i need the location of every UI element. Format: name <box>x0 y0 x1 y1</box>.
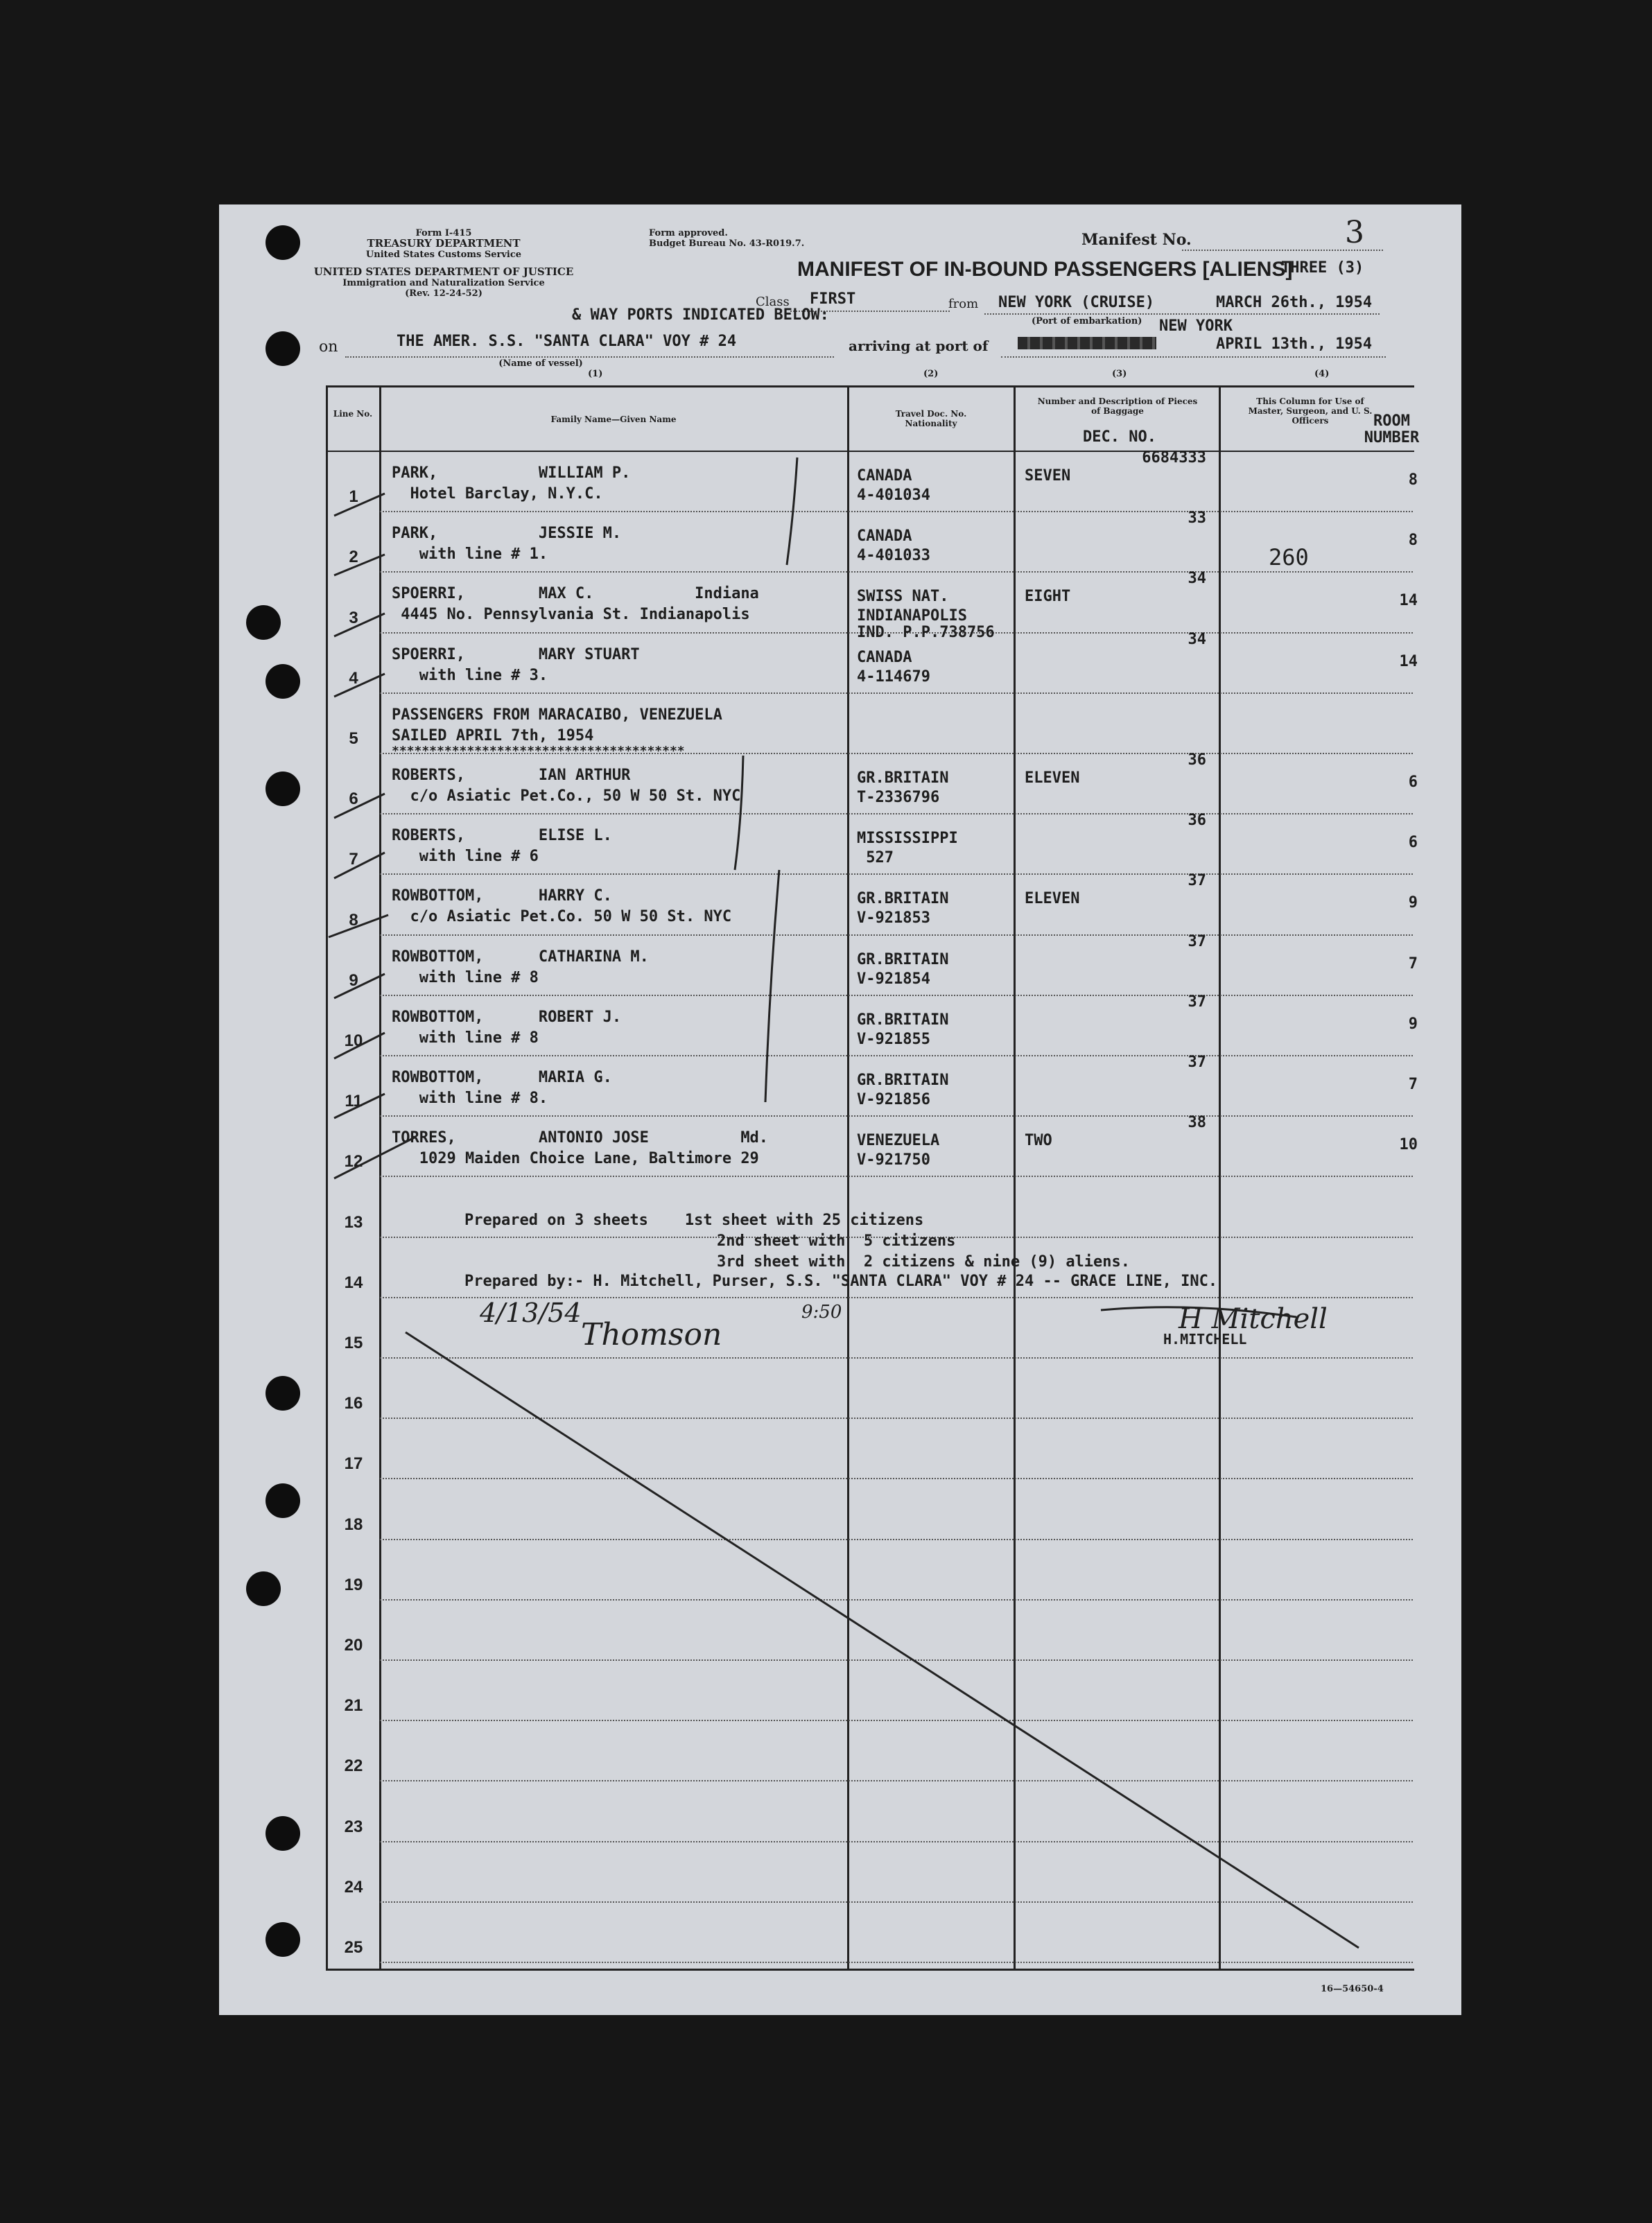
header-baggage: Number and Description of Pieces of Baggage <box>1037 396 1198 416</box>
line-number: 22 <box>344 1756 363 1776</box>
line-number: 13 <box>344 1212 363 1232</box>
travel-doc-nationality: CANADA <box>857 467 912 485</box>
passenger-address: c/o Asiatic Pet.Co. 50 W 50 St. NYC <box>392 908 732 926</box>
travel-doc-nationality: CANADA <box>857 648 912 666</box>
vessel-label: (Name of vessel) <box>498 358 583 369</box>
line-number: 19 <box>344 1575 363 1594</box>
check-mark <box>334 1137 416 1178</box>
line-number: 9 <box>349 970 358 990</box>
check-mark <box>334 674 385 697</box>
check-mark <box>334 1094 385 1118</box>
passenger-address: with line # 6 <box>392 848 539 866</box>
travel-doc-number: INDIANAPOLIS <box>857 607 967 625</box>
travel-doc-nationality: GR.BRITAIN <box>857 1072 949 1089</box>
line-number: 21 <box>344 1696 363 1716</box>
line-number: 10 <box>344 1031 363 1050</box>
column-index-1: (1) <box>588 369 603 379</box>
line-number: 2 <box>349 548 358 567</box>
travel-doc-nationality: GR.BRITAIN <box>857 1011 949 1029</box>
form-approved: Form approved. <box>649 228 728 238</box>
declaration-number: 37 <box>1188 932 1206 950</box>
declaration-number: 37 <box>1188 872 1206 890</box>
header-name: Family Name—Given Name <box>550 415 677 424</box>
check-mark <box>334 613 385 636</box>
bracket-stroke <box>787 457 797 565</box>
travel-doc-number: V-921856 <box>857 1091 930 1108</box>
travel-doc-number: 4-114679 <box>857 668 930 686</box>
header-travel-doc: Travel Doc. No. Nationality <box>895 409 967 428</box>
declaration-number: 37 <box>1188 1054 1206 1071</box>
passenger-name: ROBERTS, IAN ARTHUR <box>392 767 631 784</box>
travel-doc-number: V-921853 <box>857 909 930 927</box>
travel-doc-number: V-921750 <box>857 1151 930 1169</box>
travel-doc-number: T-2336796 <box>857 789 940 806</box>
line-number: 14 <box>344 1273 363 1292</box>
line-number: 6 <box>349 790 358 809</box>
budget-bureau: Budget Bureau No. 43-R019.7. <box>649 238 805 249</box>
prepared-by: Prepared by:- H. Mitchell, Purser, S.S. "SANTA CLARA" VOY # 24 -- GRACE LINE, INC. <box>464 1273 1218 1290</box>
line-number: 8 <box>349 910 358 930</box>
travel-doc-nationality: GR.BRITAIN <box>857 890 949 908</box>
way-ports: & WAY PORTS INDICATED BELOW: <box>572 306 829 324</box>
separator-stars: *************************************** <box>392 743 685 758</box>
officer-note: 260 <box>1269 544 1309 571</box>
travel-doc-number: 527 <box>857 849 894 867</box>
bracket-stroke <box>765 870 779 1102</box>
passenger-name: SPOERRI, MARY STUART <box>392 645 640 663</box>
purser-underline <box>1101 1307 1296 1317</box>
travel-doc-nationality: SWISS NAT. <box>857 588 949 606</box>
travel-doc-nationality: CANADA <box>857 528 912 546</box>
line-number: 25 <box>344 1938 363 1957</box>
declaration-number: 36 <box>1188 751 1206 769</box>
check-mark <box>334 1033 385 1058</box>
travel-doc-number: V-921855 <box>857 1030 930 1048</box>
prepared-sheets-line1: Prepared on 3 sheets 1st sheet with 25 citizens <box>464 1212 924 1229</box>
check-mark <box>329 915 388 937</box>
line-number: 11 <box>345 1092 363 1111</box>
room-number: 10 <box>1399 1136 1418 1154</box>
declaration-number: 6684333 <box>1142 449 1206 467</box>
line-number: 18 <box>344 1515 363 1534</box>
handwritten-date: 4/13/54 <box>480 1298 582 1328</box>
declaration-number: 34 <box>1188 630 1206 648</box>
room-number: 9 <box>1408 894 1418 912</box>
bracket-stroke <box>735 756 743 870</box>
check-mark <box>334 494 385 516</box>
passenger-address: with line # 1. <box>392 546 548 564</box>
check-mark <box>334 555 385 575</box>
baggage-count: SEVEN <box>1025 467 1071 485</box>
handwritten-officer-signature: Thomson <box>581 1317 722 1352</box>
column-index-4: (4) <box>1314 369 1330 379</box>
arrival-port: NEW YORK <box>1159 317 1233 335</box>
arriving-label: arriving at port of <box>849 338 989 354</box>
line-number: 15 <box>344 1334 363 1352</box>
line-number: 17 <box>344 1454 363 1474</box>
passenger-name: ROWBOTTOM, ROBERT J. <box>392 1008 622 1026</box>
travel-doc-number: V-921854 <box>857 970 930 988</box>
line-number: 5 <box>349 729 358 748</box>
passenger-name: ROWBOTTOM, HARRY C. <box>392 887 612 905</box>
class-label: Class <box>756 295 790 309</box>
revision: (Rev. 12-24-52) <box>405 288 482 299</box>
from-value: NEW YORK (CRUISE) <box>998 294 1155 311</box>
treasury-department: TREASURY DEPARTMENT <box>367 237 521 250</box>
column-index-2: (2) <box>923 369 939 379</box>
baggage-count: EIGHT <box>1025 588 1071 606</box>
from-label: from <box>948 297 979 311</box>
baggage-count: TWO <box>1025 1132 1052 1150</box>
passenger-name: SPOERRI, MAX C. Indiana <box>392 585 759 603</box>
line-number: 4 <box>349 668 358 688</box>
declaration-number: 37 <box>1188 993 1206 1011</box>
check-mark <box>334 974 385 998</box>
declaration-number: 38 <box>1188 1114 1206 1132</box>
header-dec-no: DEC. NO. <box>1083 428 1156 446</box>
passenger-name: ROWBOTTOM, CATHARINA M. <box>392 948 649 966</box>
passenger-name: ROBERTS, ELISE L. <box>392 827 612 845</box>
check-mark <box>334 853 385 878</box>
room-number: 14 <box>1399 652 1418 670</box>
handwritten-purser-signature: H Mitchell <box>1179 1303 1328 1335</box>
line-number: 12 <box>344 1152 363 1171</box>
passenger-name: PASSENGERS FROM MARACAIBO, VENEZUELA <box>392 706 722 724</box>
sheet-number: THREE (3) <box>1281 259 1364 277</box>
form-number: Form I-415 <box>415 228 472 238</box>
check-mark <box>334 794 385 818</box>
baggage-count: ELEVEN <box>1025 890 1080 908</box>
travel-doc-nationality: GR.BRITAIN <box>857 950 949 968</box>
passenger-address: 1029 Maiden Choice Lane, Baltimore 29 <box>392 1150 759 1168</box>
passenger-name: PARK, JESSIE M. <box>392 525 622 543</box>
declaration-number: 33 <box>1188 509 1206 528</box>
room-number: 7 <box>1408 1076 1418 1093</box>
passenger-address: with line # 8. <box>392 1090 548 1107</box>
room-number: 7 <box>1408 954 1418 973</box>
line-number: 7 <box>349 850 358 869</box>
prepared-sheets-line3: 3rd sheet with 2 citizens & nine (9) aliens. <box>717 1253 1131 1271</box>
passenger-address: SAILED APRIL 7th, 1954 <box>392 726 594 744</box>
room-number: 9 <box>1408 1015 1418 1033</box>
line-number: 20 <box>344 1636 363 1655</box>
prepared-sheets-line2: 2nd sheet with 5 citizens <box>717 1232 956 1250</box>
passenger-name: PARK, WILLIAM P. <box>392 464 631 482</box>
line-number: 24 <box>344 1877 363 1897</box>
room-number: 6 <box>1408 774 1418 791</box>
cancel-diagonal <box>406 1332 1359 1948</box>
passenger-address: Hotel Barclay, N.Y.C. <box>392 485 603 503</box>
baggage-count: ELEVEN <box>1025 769 1080 787</box>
line-number: 16 <box>344 1394 363 1413</box>
manifest-no-label: Manifest No. <box>1081 231 1192 249</box>
column-index-3: (3) <box>1112 369 1127 379</box>
travel-doc-extra: IND. P.P.738756 <box>857 624 995 642</box>
manifest-no-value: 3 <box>1345 215 1364 250</box>
line-number: 23 <box>344 1817 363 1836</box>
declaration-number: 34 <box>1188 570 1206 588</box>
room-number: 8 <box>1408 532 1418 550</box>
passenger-address: c/o Asiatic Pet.Co., 50 W 50 St. NYC <box>392 787 741 805</box>
department-of-justice: UNITED STATES DEPARTMENT OF JUSTICE <box>313 265 574 278</box>
travel-doc-nationality: GR.BRITAIN <box>857 769 949 787</box>
room-number: 6 <box>1408 834 1418 852</box>
line-number: 1 <box>349 487 358 507</box>
ins-service: Immigration and Naturalization Service <box>342 278 545 288</box>
room-number: 14 <box>1399 592 1418 610</box>
travel-doc-number: 4-401033 <box>857 547 930 565</box>
class-value: FIRST <box>810 290 856 308</box>
passenger-address: with line # 8 <box>392 968 539 986</box>
handwritten-initials: 9:50 <box>801 1302 842 1323</box>
travel-doc-nationality: VENEZUELA <box>857 1132 940 1150</box>
header-officers-column: This Column for Use of Master, Surgeon, and U. S. Officers <box>1248 396 1373 426</box>
travel-doc-nationality: MISSISSIPPI <box>857 830 958 848</box>
on-label: on <box>319 338 338 356</box>
customs-service: United States Customs Service <box>365 250 522 260</box>
passenger-name: TORRES, ANTONIO JOSE Md. <box>392 1129 769 1147</box>
passenger-address: with line # 8 <box>392 1029 539 1047</box>
passenger-address: 4445 No. Pennsylvania St. Indianapolis <box>392 606 750 624</box>
manifest-title: MANIFEST OF IN-BOUND PASSENGERS [ALIENS] <box>797 258 1293 281</box>
room-number: 8 <box>1408 471 1418 489</box>
embarkation-label: (Port of embarkation) <box>1032 316 1142 326</box>
purser-name: H.MITCHELL <box>1163 1331 1247 1348</box>
arrival-date: APRIL 13th., 1954 <box>1216 335 1373 353</box>
line-number: 3 <box>349 608 358 627</box>
declaration-number: 36 <box>1188 812 1206 830</box>
passenger-address: with line # 3. <box>392 666 548 684</box>
pen-strokes <box>329 457 1359 1948</box>
header-room-number: ROOM NUMBER <box>1364 412 1420 446</box>
from-date: MARCH 26th., 1954 <box>1216 294 1373 311</box>
form-code: 16—54650-4 <box>1321 1984 1384 1994</box>
travel-doc-number: 4-401034 <box>857 487 930 504</box>
passenger-name: ROWBOTTOM, MARIA G. <box>392 1069 612 1086</box>
header-line-no: Line No. <box>333 409 373 419</box>
vessel-name: THE AMER. S.S. "SANTA CLARA" VOY # 24 <box>397 333 737 350</box>
